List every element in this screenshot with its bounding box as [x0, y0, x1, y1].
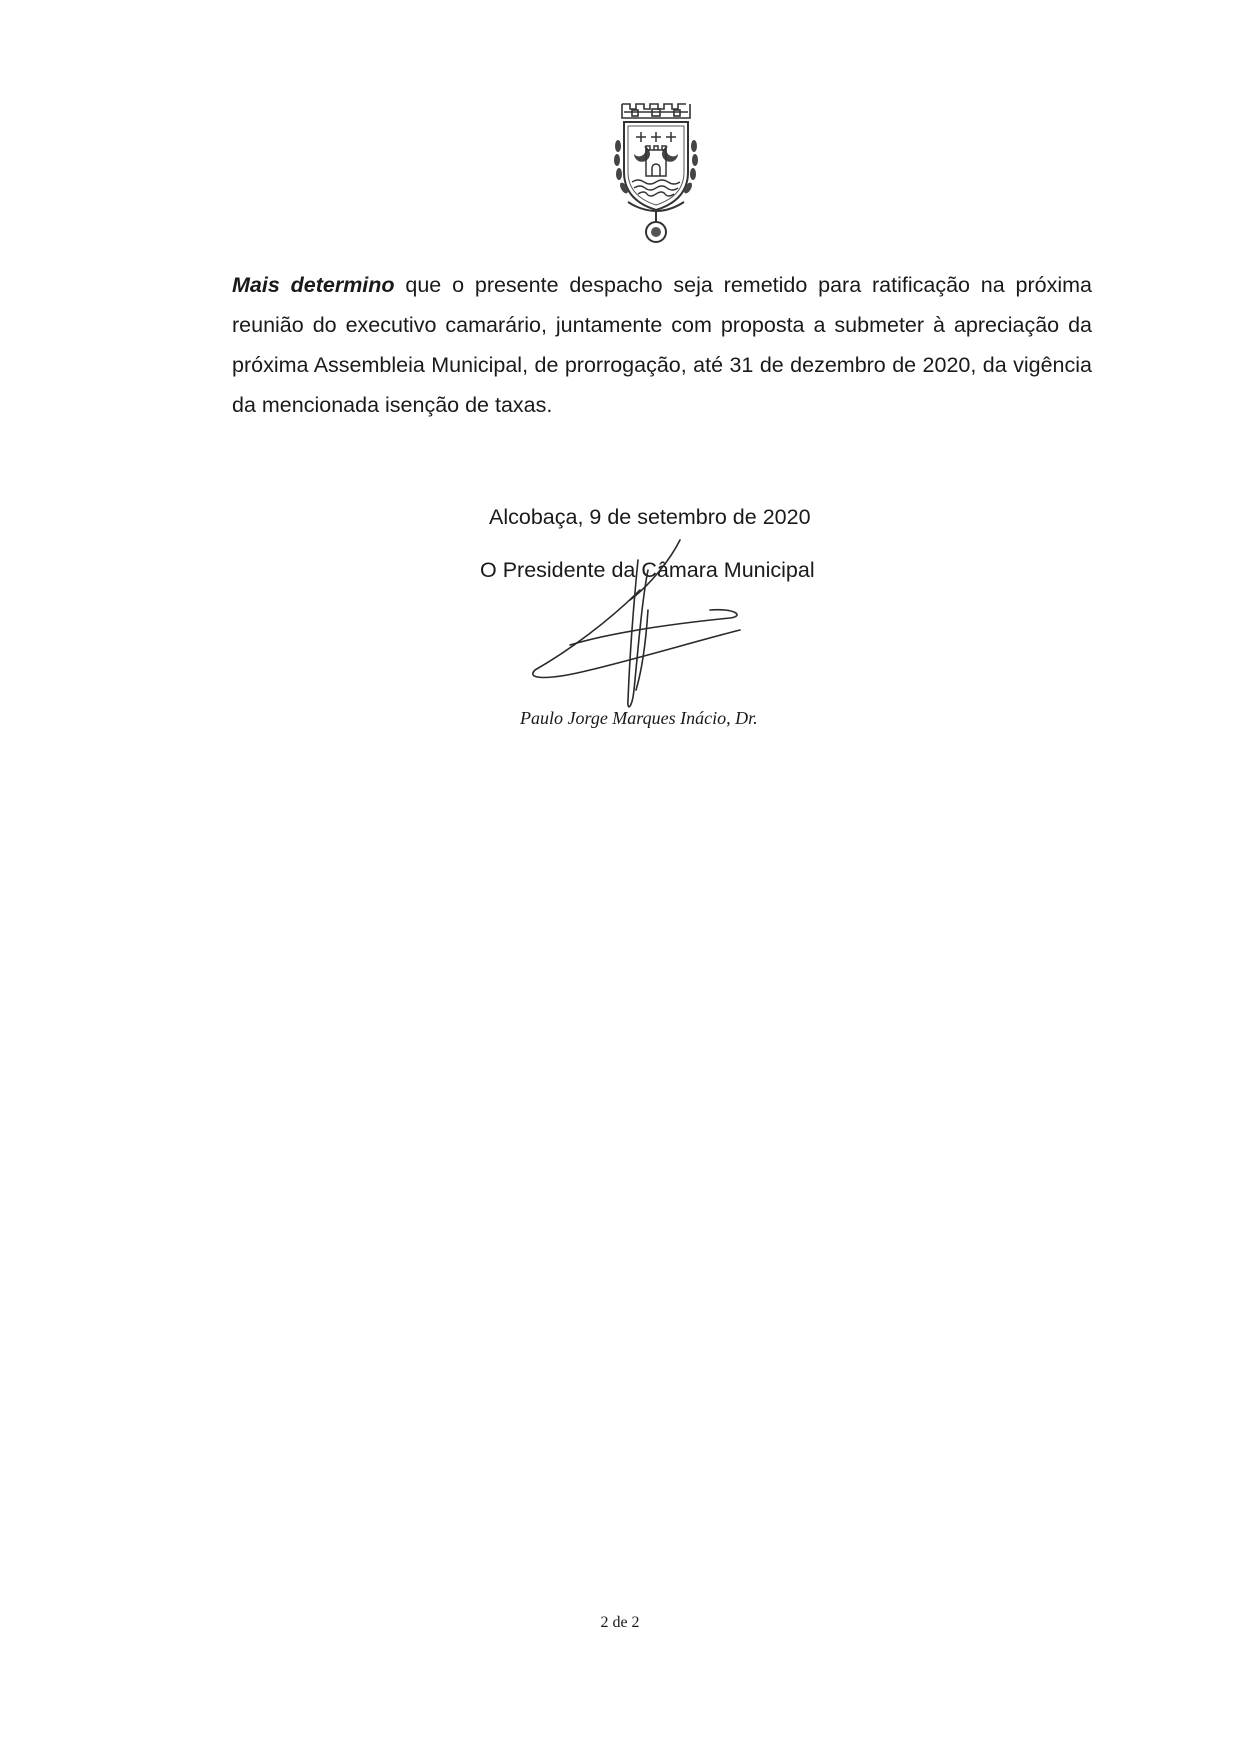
- signer-name: Paulo Jorge Marques Inácio, Dr.: [520, 708, 758, 728]
- municipal-coat-of-arms-icon: [608, 96, 704, 246]
- page-number: 2 de 2: [600, 1614, 640, 1631]
- place-date: Alcobaça, 9 de setembro de 2020: [489, 505, 811, 529]
- signer-role: O Presidente da Câmara Municipal: [480, 558, 815, 582]
- handwritten-signature-icon: [530, 530, 770, 720]
- paragraph-text: que o presente despacho seja remetido para ratificação na próxima reunião do executivo camarário, juntamente com proposta a submeter à apreciação da próxima Assembleia Municipal, de prorrogação, até 31 de dezembro de 2020, da vigência da mencionada isenção de taxas.: [232, 273, 1093, 417]
- body-paragraph: [232, 265, 1092, 425]
- paragraph-lead: Mais determino: [232, 273, 395, 297]
